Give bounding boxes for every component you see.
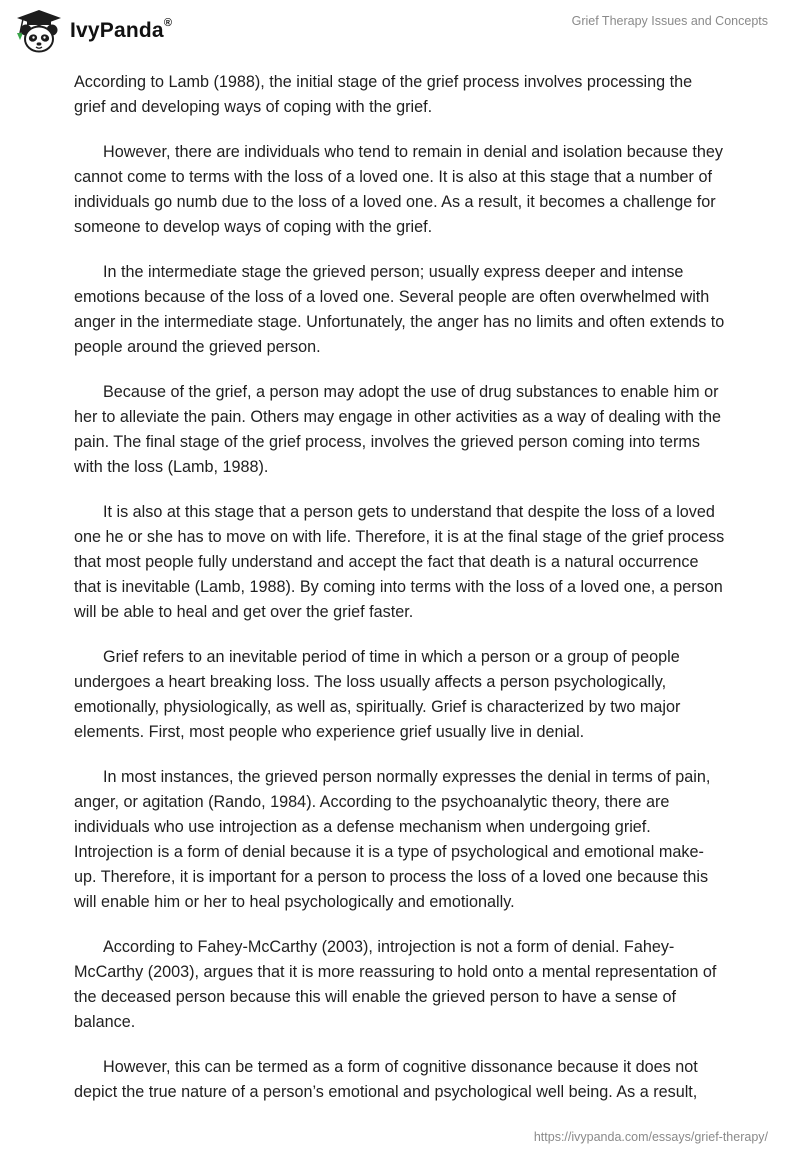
paragraph: However, there are individuals who tend to remain in denial and isolation because they cannot come to terms with the loss of a loved one. It is also at this stage that a number of individuals go numb due to the loss of a loved one. As a result, it becomes a challenge for someone to develop ways of coping with the grief.	[74, 143, 724, 236]
paragraph: In the intermediate stage the grieved person; usually express deeper and intense emotions because of the loss of a loved one. Several people are often overwhelmed with anger in the intermediate stage. Unfortunately, the anger has no limits and often extends to people around the grieved person.	[74, 263, 725, 356]
document-title: Grief Therapy Issues and Concepts	[571, 14, 768, 28]
brand-name: IvyPanda®	[70, 17, 173, 42]
panda-graduate-icon	[14, 7, 64, 55]
paragraph: According to Fahey-McCarthy (2003), introjection is not a form of denial. Fahey-McCarthy (2003), argues that it is more reassuring to hold onto a mental representation of the deceased person because this will enable the grieved person to have a sense of balance.	[74, 938, 717, 1031]
paragraph: In most instances, the grieved person normally expresses the denial in terms of pain, anger, or agitation (Rando, 1984). According to the psychoanalytic theory, there are individuals who use introjection as a defense mechanism when undergoing grief. Introjection is a form of denial because it is a type of psychological and emotional make-up. Therefore, it is important for a person to process the loss of a loved one because this will enable him or her to heal psychologically and emotionally.	[74, 768, 711, 911]
paragraph: However, this can be termed as a form of cognitive dissonance because it does not depict the true nature of a person’s emotional and psychological well being. As a result,	[74, 1058, 698, 1101]
registered-mark: ®	[163, 17, 173, 29]
paragraph: Grief refers to an inevitable period of time in which a person or a group of people undergoes a heart breaking loss. The loss usually affects a person psychologically, emotionally, physiologically, as well as, spiritually. Grief is characterized by two major elements. First, most people who experience grief usually live in denial.	[74, 648, 681, 741]
source-url[interactable]: https://ivypanda.com/essays/grief-therapy/	[533, 1130, 768, 1144]
paragraph: It is also at this stage that a person gets to understand that despite the loss of a loved one he or she has to move on with life. Therefore, it is at the final stage of the grief process that most people fully understand and accept the fact that death is a natural occurrence that is inevitable (Lamb, 1988). By coming into terms with the loss of a loved one, a person will be able to heal and get over the grief faster.	[74, 503, 725, 621]
paragraph: According to Lamb (1988), the initial stage of the grief process involves processing the grief and developing ways of coping with the grief.	[74, 73, 693, 116]
essay-body	[74, 70, 726, 1125]
paragraph: Because of the grief, a person may adopt the use of drug substances to enable him or her to alleviate the pain. Others may engage in other activities as a way of dealing with the pain. The final stage of the grief process, involves the grieved person coming into terms with the loss (Lamb, 1988).	[74, 383, 721, 476]
site-logo[interactable]	[14, 7, 172, 55]
